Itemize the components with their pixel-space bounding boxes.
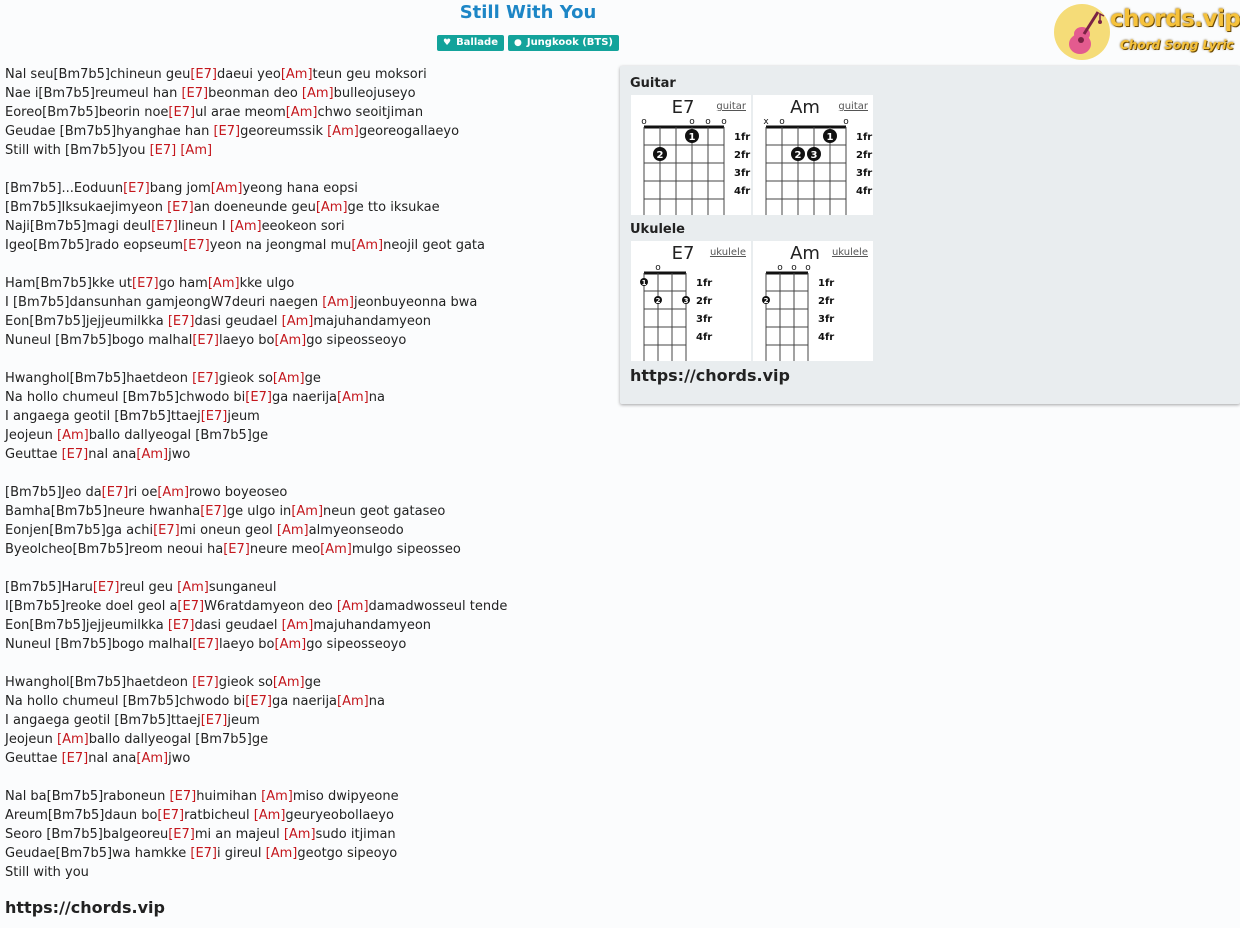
lyric-text: Nal seu <box>5 67 54 82</box>
lyric-text: ge tto iksukae <box>347 200 440 215</box>
fret-number-label: 4fr <box>696 332 713 343</box>
lyric-text: Bamha[Bm7b5]neure hwanha <box>5 504 201 519</box>
chord-link[interactable]: [Am] <box>322 295 354 310</box>
guitar-logo-icon <box>1054 4 1110 60</box>
finger-number: 1 <box>826 132 834 143</box>
lyric-text: mi oneun geol <box>179 523 277 538</box>
lyric-line <box>5 844 615 863</box>
heart-icon: ♥ <box>442 38 452 48</box>
lyric-text: mulgo sipeosseo <box>351 542 461 557</box>
chord-link[interactable]: [Am] <box>265 846 298 861</box>
fret-number-label: 1fr <box>856 132 873 143</box>
fret-number-label: 1fr <box>818 278 835 289</box>
lyric-text: Igeo[Bm7b5]rado eopseum <box>5 238 184 253</box>
lyric-text: an doeneunde geu <box>193 200 316 215</box>
lyric-text: teun geu moksori <box>312 67 427 82</box>
lyric-text: geuryeobollaeyo <box>285 808 394 823</box>
chord-link[interactable]: [Am] <box>272 371 305 386</box>
lyric-text: Naji[Bm7b5]magi deul <box>5 219 152 234</box>
lyric-text: [Bm7b5]Iksukaejimyeon <box>5 200 168 215</box>
chord-link[interactable]: [Am] <box>291 504 324 519</box>
lyric-text: Geuttae <box>5 447 62 462</box>
genre-label: Ballade <box>456 37 498 48</box>
logo-tagline: Chord Song Lyric <box>1120 38 1234 52</box>
lyric-text: lineun I <box>177 219 230 234</box>
fret-number-label: 3fr <box>856 168 873 179</box>
lyric-text: Nal ba[Bm7b5]raboneun <box>5 789 170 804</box>
chord-link[interactable]: [E7] <box>149 143 177 158</box>
finger-number: 2 <box>656 150 664 161</box>
fret-number-label: 2fr <box>696 296 713 307</box>
user-icon: ● <box>513 38 522 48</box>
lyric-line <box>5 711 615 730</box>
fret-number-label: 2fr <box>856 150 873 161</box>
chord-link[interactable]: [Am] <box>157 485 190 500</box>
lyric-line <box>5 464 615 483</box>
fret-number-label: 1fr <box>734 132 751 143</box>
lyric-text: gieok so <box>218 371 273 386</box>
lyric-text: Eoreo[Bm7b5]beorin noe <box>5 105 169 120</box>
lyric-text: Byeolcheo[Bm7b5]reom neoui ha <box>5 542 224 557</box>
chord-link[interactable]: [Am] <box>210 181 243 196</box>
chord-link[interactable]: [Am] <box>283 827 316 842</box>
lyric-text: ga naerija <box>271 694 338 709</box>
lyric-text: Still with [Bm7b5]you <box>5 143 150 158</box>
lyric-text: Geuttae <box>5 751 62 766</box>
lyric-text: i gireul <box>217 846 266 861</box>
lyric-line <box>5 293 615 312</box>
lyric-text: Jeojeun <box>5 732 58 747</box>
chord-diagram-guitar-am[interactable] <box>753 95 873 215</box>
chord-link[interactable]: [Am] <box>281 314 314 329</box>
chord-link[interactable]: [Am] <box>253 808 286 823</box>
lyric-text: Seoro [Bm7b5]balgeoreu <box>5 827 169 842</box>
artist-tag[interactable] <box>508 35 619 51</box>
lyric-line <box>5 445 615 464</box>
lyric-text: Ham[Bm7b5]kke ut <box>5 276 132 291</box>
lyric-text: majuhandamyeon <box>313 618 432 633</box>
instrument-link[interactable]: guitar <box>716 101 746 112</box>
lyric-text: I angaega geotil [Bm7b5]ttaej <box>5 713 201 728</box>
lyric-text: ge <box>304 371 321 386</box>
lyric-text: ri oe <box>128 485 158 500</box>
chord-link[interactable]: [Am] <box>136 447 169 462</box>
chord-link[interactable]: [E7] <box>177 599 205 614</box>
finger-number: 1 <box>641 279 647 287</box>
chord-link[interactable]: [E7] <box>190 67 217 82</box>
chord-link[interactable]: [Am] <box>272 675 305 690</box>
chord-link[interactable]: [E7] <box>190 846 218 861</box>
guitar-section-label: Guitar <box>630 76 676 91</box>
lyric-text: Hwanghol[Bm7b5]haetdeon <box>5 371 193 386</box>
chord-link[interactable]: [Am] <box>180 143 213 158</box>
open-string-marker: o <box>721 117 727 127</box>
lyric-text: [Bm7b5]...Eoduun <box>5 181 124 196</box>
lyric-text: jeum <box>227 409 260 424</box>
instrument-link[interactable]: ukulele <box>831 247 868 258</box>
lyric-text: kke ulgo <box>239 276 295 291</box>
fret-number-label: 3fr <box>734 168 751 179</box>
chord-link[interactable]: [Am] <box>229 219 262 234</box>
lyric-text: Nuneul [Bm7b5]bogo malhal <box>5 637 193 652</box>
lyric-text: [Bm7b5]Haru <box>5 580 93 595</box>
lyric-text: Geudae[Bm7b5]wa hamkke <box>5 846 191 861</box>
chord-diagram-guitar-e7[interactable] <box>631 95 751 215</box>
chord-link[interactable]: [E7] <box>223 542 250 557</box>
lyric-text: laeyo bo <box>218 333 275 348</box>
chord-link[interactable]: [E7] <box>132 276 159 291</box>
lyric-text: ge ulgo in <box>226 504 292 519</box>
lyric-text: huimihan <box>196 789 262 804</box>
lyric-text: Eonjen[Bm7b5]ga achi <box>5 523 154 538</box>
chord-link[interactable]: [E7] <box>245 390 272 405</box>
lyric-text: I[Bm7b5]reoke doel geol a <box>5 599 178 614</box>
lyric-text: nal ana <box>88 447 137 462</box>
lyric-line <box>5 274 615 293</box>
lyric-line <box>5 198 615 217</box>
chord-link[interactable]: [E7] <box>167 314 195 329</box>
lyric-text: nal ana <box>88 751 137 766</box>
open-string-marker: o <box>779 117 785 127</box>
chord-link[interactable]: [E7] <box>169 789 197 804</box>
open-string-marker: o <box>805 263 811 273</box>
finger-number: 2 <box>763 297 769 305</box>
chord-link[interactable]: [E7] <box>123 181 150 196</box>
lyric-text: chineun geu <box>109 67 191 82</box>
chord-link[interactable]: [Am] <box>327 124 359 139</box>
fret-number-label: 2fr <box>818 296 835 307</box>
open-string-marker: o <box>655 263 661 273</box>
fret-number-label: 2fr <box>734 150 751 161</box>
lyric-text: Areum[Bm7b5]daun bo <box>5 808 158 823</box>
chord-link[interactable]: [E7] <box>192 333 219 348</box>
lyric-text: georeumssik <box>240 124 328 139</box>
open-string-marker: o <box>641 117 647 127</box>
lyric-text: neun geot gataseo <box>323 504 446 519</box>
lyric-text: jeonbuyeonna bwa <box>353 295 478 310</box>
lyric-text: yeong hana eopsi <box>242 181 358 196</box>
lyric-text: laeyo bo <box>218 637 275 652</box>
lyric-text: beonman deo <box>208 86 302 101</box>
artist-label: Jungkook (BTS) <box>526 37 614 48</box>
lyric-text: Eon[Bm7b5]jejjeumilkka <box>5 618 168 633</box>
chord-link[interactable]: [Am] <box>261 789 293 804</box>
lyric-line <box>5 825 615 844</box>
chord-name: E7 <box>671 97 695 118</box>
panel-site-link[interactable]: https://chords.vip <box>630 366 790 385</box>
lyric-line <box>5 369 615 388</box>
muted-string-marker: x <box>763 117 769 127</box>
lyric-text: almyeonseodo <box>308 523 404 538</box>
lyric-line <box>5 255 615 274</box>
lyric-text: jwo <box>168 447 191 462</box>
chord-name: Am <box>790 243 820 264</box>
chord-link[interactable]: [E7] <box>92 580 120 595</box>
chord-diagram-ukulele-e7[interactable] <box>631 241 751 361</box>
fret-number-label: 3fr <box>818 314 835 325</box>
lyric-text: ga naerija <box>271 390 338 405</box>
lyric-text: ballo dallyeogal [Bm7b5]ge <box>88 732 269 747</box>
lyric-line <box>5 103 615 122</box>
lyric-text: W6ratdamyeon deo <box>204 599 337 614</box>
fret-number-label: 4fr <box>734 186 751 197</box>
lyric-line <box>5 160 615 179</box>
lyric-text: dasi geudael <box>194 314 282 329</box>
chord-link[interactable]: [Am] <box>57 732 89 747</box>
lyric-line <box>5 521 615 540</box>
chord-link[interactable]: [E7] <box>167 618 195 633</box>
open-string-marker: o <box>791 263 797 273</box>
lyric-text: go ham <box>158 276 208 291</box>
site-logo[interactable] <box>1054 2 1240 60</box>
finger-number: 3 <box>683 297 689 305</box>
lyric-text: jwo <box>168 751 191 766</box>
chord-link[interactable]: [E7] <box>167 200 194 215</box>
chord-link[interactable]: [Am] <box>57 428 89 443</box>
chord-link[interactable]: [E7] <box>200 713 228 728</box>
lyric-line <box>5 407 615 426</box>
chord-diagram-ukulele-am[interactable] <box>753 241 873 361</box>
chord-link[interactable]: [Am] <box>177 580 209 595</box>
lyric-text: neojil geot gata <box>383 238 485 253</box>
lyric-text: eeokeon sori <box>261 219 345 234</box>
lyric-text: Na hollo chumeul [Bm7b5]chwodo bi <box>5 390 246 405</box>
lyric-text: I [Bm7b5]dansunhan gamjeongW7deuri naegen <box>5 295 323 310</box>
footer-site-link[interactable]: https://chords.vip <box>5 898 165 917</box>
lyric-text: Eon[Bm7b5]jejjeumilkka <box>5 314 168 329</box>
lyric-text: damadwosseul tende <box>368 599 508 614</box>
lyric-text: sunganeul <box>208 580 277 595</box>
lyric-line <box>5 540 615 559</box>
finger-number: 2 <box>655 297 661 305</box>
lyric-line <box>5 559 615 578</box>
lyric-text: go sipeosseoyo <box>306 637 407 652</box>
lyric-text: ballo dallyeogal [Bm7b5]ge <box>88 428 269 443</box>
finger-number: 2 <box>794 150 802 161</box>
instrument-link[interactable]: ukulele <box>709 247 746 258</box>
chord-link[interactable]: [Am] <box>285 105 318 120</box>
chord-link[interactable]: [Am] <box>280 67 313 82</box>
logo-brand: chords.vip <box>1110 6 1240 32</box>
chord-name: E7 <box>671 243 695 264</box>
lyric-line <box>5 806 615 825</box>
lyric-line <box>5 331 615 350</box>
chord-link[interactable]: [E7] <box>183 238 210 253</box>
chord-link[interactable]: [E7] <box>61 751 89 766</box>
lyric-text: rowo boyeoseo <box>189 485 288 500</box>
chord-link[interactable]: [E7] <box>192 675 219 690</box>
chord-link[interactable]: [Am] <box>274 333 307 348</box>
lyric-line <box>5 426 615 445</box>
finger-number: 1 <box>688 132 696 143</box>
lyric-text: Na hollo chumeul [Bm7b5]chwodo bi <box>5 694 246 709</box>
lyric-text: Still with you <box>5 865 89 880</box>
lyric-text: sudo itjiman <box>315 827 396 842</box>
lyric-line <box>5 141 615 160</box>
lyric-line <box>5 635 615 654</box>
chord-link[interactable]: [E7] <box>61 447 89 462</box>
lyric-line <box>5 654 615 673</box>
chord-link[interactable]: [Am] <box>315 200 348 215</box>
lyric-text: na <box>368 390 385 405</box>
chord-link[interactable]: [E7] <box>200 409 228 424</box>
lyric-line <box>5 122 615 141</box>
lyric-text: georeogallaeyo <box>358 124 460 139</box>
chord-link[interactable]: [Am] <box>336 599 369 614</box>
lyric-line <box>5 312 615 331</box>
open-string-marker: o <box>777 263 783 273</box>
lyric-line <box>5 236 615 255</box>
lyric-line <box>5 179 615 198</box>
lyrics-body <box>5 65 615 882</box>
chord-link[interactable]: [Am] <box>301 86 334 101</box>
fret-number-label: 1fr <box>696 278 713 289</box>
lyric-line <box>5 578 615 597</box>
lyric-line <box>5 84 615 103</box>
lyric-text: I angaega geotil [Bm7b5]ttaej <box>5 409 201 424</box>
open-string-marker: o <box>705 117 711 127</box>
chord-panel <box>620 66 1240 404</box>
chord-link[interactable]: [Am] <box>320 542 352 557</box>
lyric-text: [Bm7b5] <box>53 67 110 82</box>
lyric-text: reul geu <box>119 580 178 595</box>
lyric-line <box>5 597 615 616</box>
chord-name: Am <box>790 97 820 118</box>
lyric-line <box>5 692 615 711</box>
chord-link[interactable]: [E7] <box>157 808 185 823</box>
chord-link[interactable]: [E7] <box>245 694 272 709</box>
chord-link[interactable]: [E7] <box>153 523 180 538</box>
lyric-line <box>5 483 615 502</box>
chord-link[interactable]: [E7] <box>168 827 195 842</box>
lyric-text: Jeojeun <box>5 428 58 443</box>
genre-tag[interactable] <box>437 35 504 51</box>
lyric-text: bang jom <box>149 181 211 196</box>
fret-number-label: 4fr <box>818 332 835 343</box>
chord-link[interactable]: [Am] <box>351 238 384 253</box>
lyric-text: ge <box>304 675 321 690</box>
lyric-line <box>5 768 615 787</box>
lyric-text: dasi geudael <box>194 618 282 633</box>
lyric-text: miso dwipyeone <box>292 789 399 804</box>
instrument-link[interactable]: guitar <box>838 101 868 112</box>
lyric-text: jeum <box>227 713 260 728</box>
lyric-line <box>5 65 615 84</box>
lyric-text: [Bm7b5]Jeo da <box>5 485 102 500</box>
lyric-text: Geudae [Bm7b5]hyanghae han <box>5 124 214 139</box>
lyric-line <box>5 350 615 369</box>
lyric-text: go sipeosseoyo <box>306 333 407 348</box>
lyric-text: ratbicheul <box>184 808 254 823</box>
lyric-text: na <box>368 694 385 709</box>
lyric-text: neure meo <box>249 542 321 557</box>
chord-link[interactable]: [E7] <box>192 637 219 652</box>
ukulele-section-label: Ukulele <box>630 222 686 237</box>
lyric-text: chwo seoitjiman <box>317 105 424 120</box>
lyric-line <box>5 502 615 521</box>
chord-link[interactable]: [E7] <box>168 105 196 120</box>
lyric-line <box>5 749 615 768</box>
lyric-line <box>5 616 615 635</box>
chord-link[interactable]: [E7] <box>151 219 178 234</box>
tag-list <box>0 35 1056 51</box>
chord-link[interactable]: [Am] <box>274 637 307 652</box>
finger-number: 3 <box>810 150 818 161</box>
lyric-line <box>5 730 615 749</box>
chord-link[interactable]: [E7] <box>192 371 219 386</box>
lyric-text: bulleojuseyo <box>333 86 416 101</box>
fret-number-label: 3fr <box>696 314 713 325</box>
open-string-marker: o <box>689 117 695 127</box>
lyric-text: Nae i[Bm7b5]reumeul han <box>5 86 182 101</box>
lyric-line <box>5 863 615 882</box>
lyric-text: Nuneul [Bm7b5]bogo malhal <box>5 333 193 348</box>
chord-link[interactable]: [Am] <box>281 618 314 633</box>
lyric-line <box>5 673 615 692</box>
chord-link[interactable]: [Am] <box>276 523 309 538</box>
open-string-marker: o <box>843 117 849 127</box>
chord-link[interactable]: [Am] <box>136 751 169 766</box>
lyric-text: mi an majeul <box>194 827 284 842</box>
chord-link[interactable]: [E7] <box>200 504 227 519</box>
chord-link[interactable]: [Am] <box>337 694 369 709</box>
chord-link[interactable]: [E7] <box>181 86 209 101</box>
fret-number-label: 4fr <box>856 186 873 197</box>
chord-link[interactable]: [E7] <box>213 124 241 139</box>
lyric-text: ul arae meom <box>195 105 286 120</box>
lyric-line <box>5 787 615 806</box>
lyric-text: Hwanghol[Bm7b5]haetdeon <box>5 675 193 690</box>
song-title: Still With You <box>459 2 597 23</box>
lyric-text: gieok so <box>218 675 273 690</box>
chord-link[interactable]: [Am] <box>207 276 240 291</box>
lyric-text: yeon na jeongmal mu <box>209 238 352 253</box>
lyric-text: majuhandamyeon <box>313 314 432 329</box>
lyric-line <box>5 217 615 236</box>
lyric-text: geotgo sipeoyo <box>297 846 398 861</box>
chord-link[interactable]: [Am] <box>337 390 369 405</box>
lyric-text: daeui yeo <box>216 67 281 82</box>
chord-link[interactable]: [E7] <box>101 485 129 500</box>
lyric-line <box>5 388 615 407</box>
